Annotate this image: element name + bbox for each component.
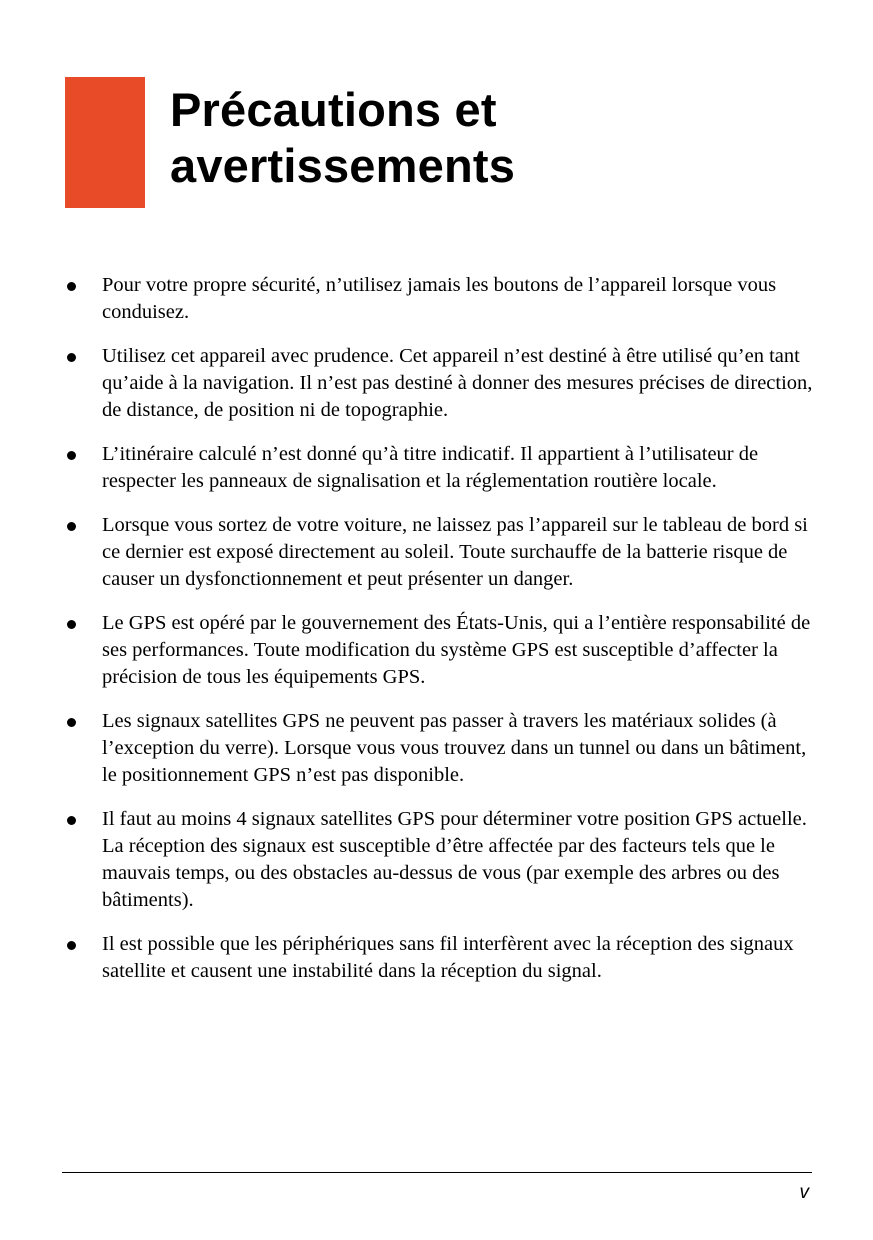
precautions-list xyxy=(62,272,814,1002)
list-item xyxy=(62,931,814,985)
list-item xyxy=(62,441,814,495)
bullet-icon xyxy=(67,522,76,531)
list-item-text: Lorsque vous sortez de votre voiture, ne laissez pas l’appareil sur le tableau de bord si ce dernier est exposé directement au soleil. Toute surchauffe de la batterie risque de causer un dysfonctionnement et peut présenter un danger. xyxy=(102,514,808,590)
bullet-icon xyxy=(67,620,76,629)
list-item xyxy=(62,272,814,326)
list-item-text: Il est possible que les périphériques sans fil interfèrent avec la réception des signaux satellite et causent une instabilité dans la réception du signal. xyxy=(102,933,794,982)
bullet-icon xyxy=(67,941,76,950)
bullet-icon xyxy=(67,451,76,460)
page-title-line-1: Précautions et xyxy=(170,83,497,136)
bullet-icon xyxy=(67,718,76,727)
bullet-icon xyxy=(67,816,76,825)
header-accent-block xyxy=(65,77,145,208)
list-item-text: Les signaux satellites GPS ne peuvent pas passer à travers les matériaux solides (à l’exception du verre). Lorsque vous vous trouvez dans un tunnel ou dans un bâtiment, le positionnement GPS n’est pas disponible. xyxy=(102,710,807,786)
footer-divider xyxy=(62,1172,812,1173)
list-item xyxy=(62,343,814,424)
page-title-line-2: avertissements xyxy=(170,139,516,192)
list-item xyxy=(62,512,814,593)
list-item-text: Le GPS est opéré par le gouvernement des États-Unis, qui a l’entière responsabilité de ses performances. Toute modification du système GPS est susceptible d’affecter la précision de tous les équipements GPS. xyxy=(102,612,811,688)
list-item-text: Il faut au moins 4 signaux satellites GPS pour déterminer votre position GPS actuelle. La réception des signaux est susceptible d’être affectée par des facteurs tels que le mauvais temps, ou des obstacles au-dessus de vous (par exemple des arbres ou des bâtiments). xyxy=(102,808,807,911)
list-item xyxy=(62,708,814,789)
page-number: v xyxy=(799,1182,809,1203)
list-item-text: Pour votre propre sécurité, n’utilisez jamais les boutons de l’appareil lorsque vous conduisez. xyxy=(102,274,777,323)
list-item-text: Utilisez cet appareil avec prudence. Cet appareil n’est destiné à être utilisé qu’en tant qu’aide à la navigation. Il n’est pas destiné à donner des mesures précises de direction, de distance, de position ni de topographie. xyxy=(102,345,813,421)
list-item-text: L’itinéraire calculé n’est donné qu’à titre indicatif. Il appartient à l’utilisateur de respecter les panneaux de signalisation et la réglementation routière locale. xyxy=(102,443,759,492)
list-item xyxy=(62,610,814,691)
bullet-icon xyxy=(67,353,76,362)
list-item xyxy=(62,806,814,914)
bullet-icon xyxy=(67,282,76,291)
page-title xyxy=(170,82,515,194)
